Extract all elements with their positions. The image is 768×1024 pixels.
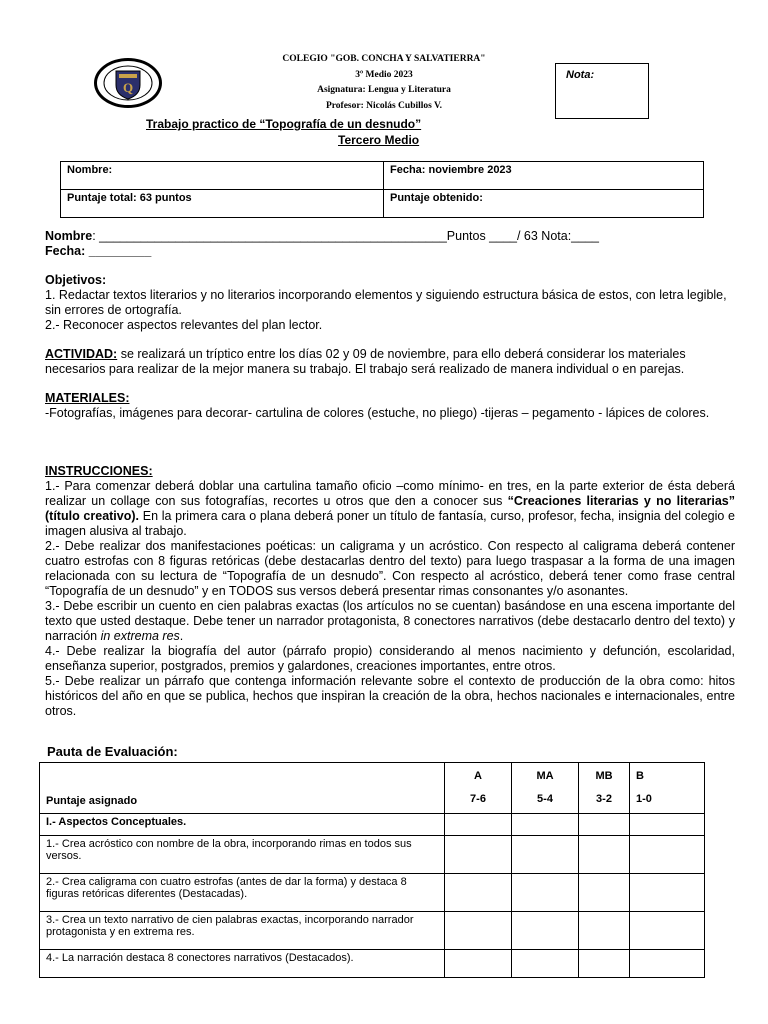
score-cell[interactable] xyxy=(512,874,579,912)
score-cell[interactable] xyxy=(512,814,579,836)
score-cell[interactable] xyxy=(579,814,630,836)
instruction-1-text: 1.- Para comenzar deberá doblar una cartulina tamaño oficio –como mínimo- en tres, en la parte exterior de ésta deberá realizar un collage con sus fotografías, recortes u otros que den a conocer sus xyxy=(45,479,735,508)
teacher-line: Profesor: Nicolás Cubillos V. xyxy=(325,101,443,111)
score-cell[interactable] xyxy=(445,874,512,912)
table-row xyxy=(40,836,705,874)
grade-label: Nota: xyxy=(566,69,595,81)
level-range: 3-2 xyxy=(596,793,612,805)
level-code: A xyxy=(474,770,482,782)
table-row xyxy=(40,912,705,950)
objectives-heading: Objetivos: xyxy=(45,273,107,287)
objectives-section xyxy=(45,273,735,421)
table-row xyxy=(40,874,705,912)
criterion-4: 4.- La narración destaca 8 conectores narrativos (Destacados). xyxy=(40,950,445,978)
name-blank: : __________________________________________________Puntos ____/ 63 Nota:____ xyxy=(92,229,599,243)
materials-heading: MATERIALES: xyxy=(45,391,130,405)
logo-letter: Q xyxy=(122,80,134,95)
instructions-section xyxy=(45,464,735,719)
activity-paragraph xyxy=(45,347,735,377)
materials-text: -Fotografías, imágenes para decorar- cartulina de colores (estuche, no pliego) -tijeras – pegamento - lápices de colores. xyxy=(45,406,710,420)
instruction-3-text: 3.- Debe escribir un cuento en cien palabras exactas (los artículos no se cuentan) basándose en una escena importante del texto que usted destaque. Debe tener un narrador protagonista, 8 conectores narrativos (debe destacarlo dentro del texto) y narración xyxy=(45,599,735,643)
date-line: Fecha: _________ xyxy=(45,244,152,258)
score-cell[interactable] xyxy=(630,836,705,874)
rubric-table xyxy=(39,762,705,978)
score-cell[interactable] xyxy=(445,814,512,836)
score-cell[interactable] xyxy=(630,814,705,836)
total-score-cell: Puntaje total: 63 puntos xyxy=(61,190,384,218)
score-cell[interactable] xyxy=(512,836,579,874)
level-ma xyxy=(512,763,579,814)
activity-text: se realizará un tríptico entre los días 02 y 09 de noviembre, para ello deberá considerar los materiales necesarios para realizar de la mejor manera su trabajo. El trabajo será realizado de manera individual o en parejas. xyxy=(45,347,686,376)
criterion-3: 3.- Crea un texto narrativo de cien palabras exactas, incorporando narrador protagonista y en extrema res. xyxy=(40,912,445,950)
score-cell[interactable] xyxy=(445,912,512,950)
school-logo xyxy=(94,58,162,108)
score-cell[interactable] xyxy=(579,874,630,912)
score-cell[interactable] xyxy=(630,912,705,950)
objective-1: 1. Redactar textos literarios y no literarios incorporando elementos y siguiendo estructura básica de estos, con letra legible, sin errores de ortografía. xyxy=(45,288,727,317)
name-label: Nombre xyxy=(45,229,93,243)
score-cell[interactable] xyxy=(579,912,630,950)
rubric-section-row xyxy=(40,814,705,836)
grade-box xyxy=(555,63,649,119)
school-insignia-icon xyxy=(97,61,159,105)
obtained-score-cell: Puntaje obtenido: xyxy=(384,190,704,218)
score-cell[interactable] xyxy=(630,874,705,912)
level-a xyxy=(445,763,512,814)
score-cell[interactable] xyxy=(512,912,579,950)
course-line: 3º Medio 2023 xyxy=(355,70,413,80)
criterion-1: 1.- Crea acróstico con nombre de la obra, incorporando rimas en todos sus versos. xyxy=(40,836,445,874)
level-code: MA xyxy=(536,770,554,782)
school-name: COLEGIO "GOB. CONCHA Y SALVATIERRA" xyxy=(282,54,486,64)
score-cell[interactable] xyxy=(630,950,705,978)
section-title: I.- Aspectos Conceptuales. xyxy=(40,814,445,836)
level-range: 1-0 xyxy=(636,793,652,805)
document-title: Trabajo practico de “Topografía de un desnudo” xyxy=(146,117,422,131)
rubric-header-row xyxy=(40,763,705,814)
criterion-2: 2.- Crea caligrama con cuatro estrofas (antes de dar la forma) y destaca 8 figuras retóricas diferentes (Destacadas). xyxy=(40,874,445,912)
level-code: B xyxy=(636,770,644,782)
rubric-heading: Pauta de Evaluación: xyxy=(47,744,178,759)
level-range: 7-6 xyxy=(470,793,486,805)
student-name-line xyxy=(45,229,599,243)
instructions-heading: INSTRUCCIONES: xyxy=(45,464,153,478)
name-cell: Nombre: xyxy=(61,162,384,190)
score-cell[interactable] xyxy=(445,836,512,874)
instruction-5: 5.- Debe realizar un párrafo que contenga información relevante sobre el contexto de producción de la obra como: hitos históricos del año en que se publica, hechos que inspiran la creación de la obra, hechos nacionales e internacionales, entre otros. xyxy=(45,674,735,718)
assigned-score-label: Puntaje asignado xyxy=(40,763,445,814)
level-range: 5-4 xyxy=(537,793,553,805)
instruction-1-bold: “Creaciones literarias y no literarias” (título creativo). xyxy=(45,494,735,523)
instruction-3 xyxy=(45,599,735,644)
level-b xyxy=(630,763,705,814)
activity-label: ACTIVIDAD: xyxy=(45,347,118,361)
level-mb xyxy=(579,763,630,814)
level-code: MB xyxy=(595,770,613,782)
score-cell[interactable] xyxy=(512,950,579,978)
instruction-2: 2.- Debe realizar dos manifestaciones poéticas: un caligrama y un acróstico. Con respecto al caligrama deberá contener cuatro estrofas con 8 figuras retóricas (debe destacarlas dentro del texto) para luego traspasar a la forma de una imagen relacionada con su lectura de “Topografía de un desnudo”. Con respecto al acróstico, deberá tener como frase central “Topografía de un desnudo” y en TODOS sus versos deberá presentar rimas consonantes y/o asonantes. xyxy=(45,539,735,598)
instruction-4: 4.- Debe realizar la biografía del autor (párrafo propio) considerando al menos nacimiento y defunción, escolaridad, enseñanza superior, postgrados, premios y galardones, creaciones importantes, entre otros. xyxy=(45,644,735,673)
table-row xyxy=(40,950,705,978)
score-cell[interactable] xyxy=(445,950,512,978)
score-cell[interactable] xyxy=(579,950,630,978)
objective-2: 2.- Reconocer aspectos relevantes del plan lector. xyxy=(45,318,323,332)
date-cell: Fecha: noviembre 2023 xyxy=(384,162,704,190)
student-info-table xyxy=(60,161,704,218)
instruction-1-tail: En la primera cara o plana deberá poner un título de fantasía, curso, profesor, fecha, insignia del colegio e imagen alusiva al trabajo. xyxy=(45,509,736,538)
score-cell[interactable] xyxy=(579,836,630,874)
instruction-1 xyxy=(45,479,735,539)
subject-line: Asignatura: Lengua y Literatura xyxy=(317,85,451,95)
instruction-3-italic: in extrema res xyxy=(100,629,180,643)
instruction-3-tail: . xyxy=(179,629,184,643)
document-subtitle: Tercero Medio xyxy=(338,133,420,147)
